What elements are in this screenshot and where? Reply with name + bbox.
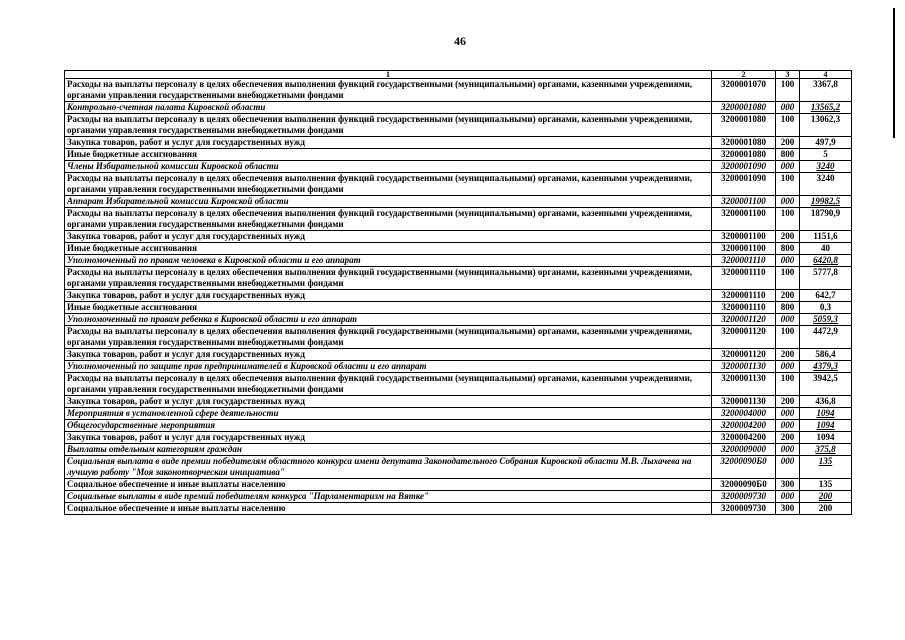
row-vr-cell: 000 xyxy=(776,491,800,503)
column-header-sum: 4 xyxy=(800,71,852,79)
row-code-cell: 3200001080 xyxy=(712,102,776,114)
row-name-cell: Расходы на выплаты персоналу в целях обеспечения выполнения функций государственными (муниципальными) органами, казенными учреждениями, органами управления государственными внебюджетными фондами xyxy=(65,114,712,137)
row-vr-cell: 000 xyxy=(776,408,800,420)
row-code-cell: 3200001080 xyxy=(712,114,776,137)
table-row xyxy=(65,314,852,326)
row-name-cell: Уполномоченный по правам человека в Кировской области и его аппарат xyxy=(65,255,712,267)
row-name-cell: Иные бюджетные ассигнования xyxy=(65,302,712,314)
row-code-cell: 3200001090 xyxy=(712,161,776,173)
row-sum-cell: 436,8 xyxy=(800,396,852,408)
row-name-cell: Закупка товаров, работ и услуг для государственных нужд xyxy=(65,349,712,361)
table-row xyxy=(65,161,852,173)
row-code-cell: 3200004200 xyxy=(712,420,776,432)
row-sum-cell: 135 xyxy=(800,479,852,491)
row-sum-cell: 4472,9 xyxy=(800,326,852,349)
row-name-cell: Иные бюджетные ассигнования xyxy=(65,149,712,161)
table-row xyxy=(65,326,852,349)
table-row xyxy=(65,479,852,491)
row-vr-cell: 000 xyxy=(776,196,800,208)
row-code-cell: 3200001080 xyxy=(712,137,776,149)
row-name-cell: Закупка товаров, работ и услуг для государственных нужд xyxy=(65,290,712,302)
row-code-cell: 3200001070 xyxy=(712,79,776,102)
table-row xyxy=(65,79,852,102)
row-sum-cell: 0,3 xyxy=(800,302,852,314)
row-name-cell: Расходы на выплаты персоналу в целях обеспечения выполнения функций государственными (муниципальными) органами, казенными учреждениями, органами управления государственными внебюджетными фондами xyxy=(65,79,712,102)
row-name-cell: Мероприятия в установленной сфере деятельности xyxy=(65,408,712,420)
table-row xyxy=(65,255,852,267)
table-row xyxy=(65,208,852,231)
table-row xyxy=(65,420,852,432)
row-code-cell: 3200001090 xyxy=(712,173,776,196)
row-sum-cell: 586,4 xyxy=(800,349,852,361)
table-row xyxy=(65,396,852,408)
row-vr-cell: 000 xyxy=(776,420,800,432)
row-name-cell: Расходы на выплаты персоналу в целях обеспечения выполнения функций государственными (муниципальными) органами, казенными учреждениями, органами управления государственными внебюджетными фондами xyxy=(65,373,712,396)
row-name-cell: Члены Избирательной комиссии Кировской области xyxy=(65,161,712,173)
row-vr-cell: 100 xyxy=(776,208,800,231)
table-row xyxy=(65,114,852,137)
column-header-code: 2 xyxy=(712,71,776,79)
row-name-cell: Закупка товаров, работ и услуг для государственных нужд xyxy=(65,231,712,243)
table-row xyxy=(65,231,852,243)
row-code-cell: 32000090Б0 xyxy=(712,456,776,479)
row-code-cell: 3200001120 xyxy=(712,314,776,326)
row-sum-cell: 135 xyxy=(800,456,852,479)
row-vr-cell: 100 xyxy=(776,114,800,137)
right-margin-rule xyxy=(893,8,895,138)
table-row xyxy=(65,444,852,456)
row-vr-cell: 100 xyxy=(776,79,800,102)
row-code-cell: 3200001110 xyxy=(712,267,776,290)
budget-table-body xyxy=(65,71,852,515)
row-code-cell: 3200001120 xyxy=(712,349,776,361)
row-code-cell: 3200009000 xyxy=(712,444,776,456)
row-code-cell: 3200001100 xyxy=(712,231,776,243)
row-sum-cell: 5 xyxy=(800,149,852,161)
row-code-cell: 3200001100 xyxy=(712,243,776,255)
row-vr-cell: 100 xyxy=(776,326,800,349)
row-vr-cell: 000 xyxy=(776,361,800,373)
row-vr-cell: 200 xyxy=(776,137,800,149)
row-sum-cell: 1151,6 xyxy=(800,231,852,243)
row-code-cell: 3200004200 xyxy=(712,432,776,444)
row-code-cell: 3200001130 xyxy=(712,396,776,408)
row-sum-cell: 497,9 xyxy=(800,137,852,149)
table-row xyxy=(65,290,852,302)
row-vr-cell: 000 xyxy=(776,102,800,114)
row-name-cell: Социальная выплата в виде премии победителям областного конкурса имени депутата Законодательного Собрания Кировской области М.В. Лыхачева на лучшую работу "Моя законотворческая инициатива" xyxy=(65,456,712,479)
row-name-cell: Социальное обеспечение и иные выплаты населению xyxy=(65,479,712,491)
row-vr-cell: 200 xyxy=(776,231,800,243)
row-code-cell: 3200009730 xyxy=(712,503,776,515)
table-row xyxy=(65,503,852,515)
row-name-cell: Расходы на выплаты персоналу в целях обеспечения выполнения функций государственными (муниципальными) органами, казенными учреждениями, органами управления государственными внебюджетными фондами xyxy=(65,326,712,349)
row-sum-cell: 4379,3 xyxy=(800,361,852,373)
row-vr-cell: 200 xyxy=(776,349,800,361)
row-name-cell: Социальные выплаты в виде премий победителям конкурса "Парламентаризм на Вятке" xyxy=(65,491,712,503)
row-name-cell: Уполномоченный по защите прав предпринимателей в Кировской области и его аппарат xyxy=(65,361,712,373)
row-code-cell: 3200001120 xyxy=(712,326,776,349)
table-row xyxy=(65,102,852,114)
row-vr-cell: 000 xyxy=(776,456,800,479)
row-vr-cell: 200 xyxy=(776,396,800,408)
row-name-cell: Выплаты отдельным категориям граждан xyxy=(65,444,712,456)
row-code-cell: 3200009730 xyxy=(712,491,776,503)
row-sum-cell: 5777,8 xyxy=(800,267,852,290)
table-row xyxy=(65,302,852,314)
table-row xyxy=(65,173,852,196)
row-code-cell: 3200001100 xyxy=(712,208,776,231)
table-row xyxy=(65,373,852,396)
row-sum-cell: 1094 xyxy=(800,432,852,444)
row-vr-cell: 000 xyxy=(776,255,800,267)
row-sum-cell: 1094 xyxy=(800,420,852,432)
budget-table xyxy=(64,70,852,515)
row-vr-cell: 200 xyxy=(776,432,800,444)
table-row xyxy=(65,243,852,255)
row-vr-cell: 200 xyxy=(776,290,800,302)
row-sum-cell: 642,7 xyxy=(800,290,852,302)
row-sum-cell: 3942,5 xyxy=(800,373,852,396)
row-vr-cell: 800 xyxy=(776,149,800,161)
row-code-cell: 3200001080 xyxy=(712,149,776,161)
column-number-row xyxy=(65,71,852,79)
row-vr-cell: 000 xyxy=(776,314,800,326)
row-sum-cell: 19982,5 xyxy=(800,196,852,208)
row-code-cell: 3200001110 xyxy=(712,302,776,314)
row-sum-cell: 13565,2 xyxy=(800,102,852,114)
row-code-cell: 3200001130 xyxy=(712,361,776,373)
row-name-cell: Аппарат Избирательной комиссии Кировской области xyxy=(65,196,712,208)
row-sum-cell: 3367,8 xyxy=(800,79,852,102)
row-sum-cell: 13062,3 xyxy=(800,114,852,137)
row-name-cell: Общегосударственные мероприятия xyxy=(65,420,712,432)
row-vr-cell: 000 xyxy=(776,444,800,456)
row-code-cell: 3200001100 xyxy=(712,196,776,208)
column-header-vr: 3 xyxy=(776,71,800,79)
row-code-cell: 32000090Б0 xyxy=(712,479,776,491)
row-sum-cell: 3240 xyxy=(800,161,852,173)
table-row xyxy=(65,361,852,373)
column-header-name: 1 xyxy=(65,71,712,79)
row-name-cell: Контрольно-счетная палата Кировской области xyxy=(65,102,712,114)
row-sum-cell: 3240 xyxy=(800,173,852,196)
row-name-cell: Закупка товаров, работ и услуг для государственных нужд xyxy=(65,137,712,149)
row-name-cell: Уполномоченный по правам ребенка в Кировской области и его аппарат xyxy=(65,314,712,326)
row-code-cell: 3200001130 xyxy=(712,373,776,396)
row-name-cell: Социальное обеспечение и иные выплаты населению xyxy=(65,503,712,515)
row-sum-cell: 6420,8 xyxy=(800,255,852,267)
row-sum-cell: 40 xyxy=(800,243,852,255)
row-name-cell: Закупка товаров, работ и услуг для государственных нужд xyxy=(65,396,712,408)
table-row xyxy=(65,137,852,149)
table-row xyxy=(65,149,852,161)
table-row xyxy=(65,456,852,479)
row-vr-cell: 100 xyxy=(776,373,800,396)
table-row xyxy=(65,196,852,208)
row-vr-cell: 000 xyxy=(776,161,800,173)
table-row xyxy=(65,432,852,444)
row-vr-cell: 800 xyxy=(776,243,800,255)
table-row xyxy=(65,491,852,503)
row-vr-cell: 800 xyxy=(776,302,800,314)
row-vr-cell: 300 xyxy=(776,479,800,491)
table-row xyxy=(65,349,852,361)
row-sum-cell: 200 xyxy=(800,503,852,515)
row-name-cell: Закупка товаров, работ и услуг для государственных нужд xyxy=(65,432,712,444)
row-name-cell: Расходы на выплаты персоналу в целях обеспечения выполнения функций государственными (муниципальными) органами, казенными учреждениями, органами управления государственными внебюджетными фондами xyxy=(65,208,712,231)
row-vr-cell: 100 xyxy=(776,267,800,290)
row-code-cell: 3200001110 xyxy=(712,290,776,302)
row-name-cell: Расходы на выплаты персоналу в целях обеспечения выполнения функций государственными (муниципальными) органами, казенными учреждениями, органами управления государственными внебюджетными фондами xyxy=(65,267,712,290)
page-number: 46 xyxy=(454,34,466,48)
table-row xyxy=(65,408,852,420)
row-sum-cell: 375,8 xyxy=(800,444,852,456)
row-vr-cell: 100 xyxy=(776,173,800,196)
row-name-cell: Расходы на выплаты персоналу в целях обеспечения выполнения функций государственными (муниципальными) органами, казенными учреждениями, органами управления государственными внебюджетными фондами xyxy=(65,173,712,196)
row-name-cell: Иные бюджетные ассигнования xyxy=(65,243,712,255)
row-code-cell: 3200001110 xyxy=(712,255,776,267)
row-vr-cell: 300 xyxy=(776,503,800,515)
table-row xyxy=(65,267,852,290)
row-sum-cell: 1094 xyxy=(800,408,852,420)
row-sum-cell: 5059,3 xyxy=(800,314,852,326)
row-sum-cell: 18790,9 xyxy=(800,208,852,231)
row-code-cell: 3200004000 xyxy=(712,408,776,420)
row-sum-cell: 200 xyxy=(800,491,852,503)
